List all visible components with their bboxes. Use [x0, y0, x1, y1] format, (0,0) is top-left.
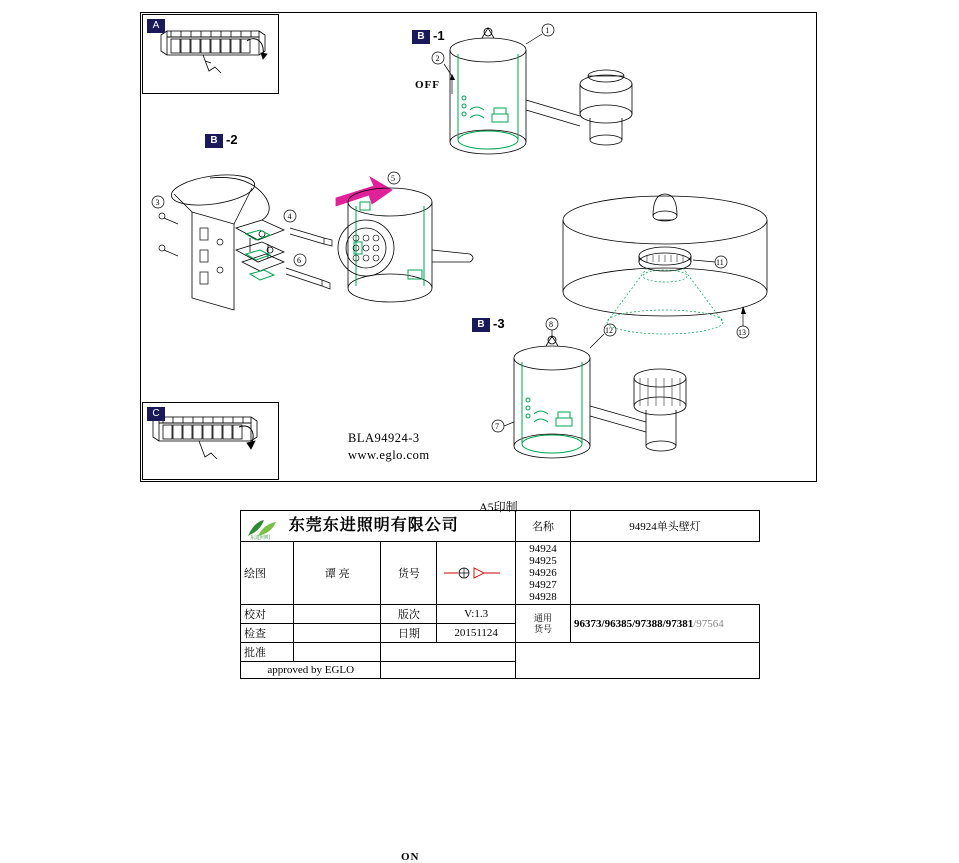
company-name: 东莞东进照明有限公司	[288, 517, 459, 535]
step-b2-tag: B	[205, 134, 223, 148]
date-label: 日期	[381, 624, 437, 643]
title-block	[240, 510, 760, 679]
item-label: 货号	[381, 542, 437, 605]
svg-text:2: 2	[435, 54, 440, 63]
empty-cell-3	[381, 662, 516, 679]
row-value-approve	[294, 643, 381, 662]
step-b3-tag: B	[472, 318, 490, 332]
date-value: 20151124	[437, 624, 516, 643]
row-value-inspect	[294, 624, 381, 643]
svg-text:1: 1	[545, 26, 550, 35]
version-label: 版次	[381, 605, 437, 624]
step-b2-index: -2	[226, 132, 238, 147]
sheet-code-block	[348, 430, 430, 464]
name-label: 名称	[515, 511, 570, 542]
item-value: 94924 94925 94926 94927 94928	[515, 542, 570, 605]
step-b2-label	[205, 132, 238, 148]
svg-text:东进照明: 东进照明	[250, 534, 271, 540]
generic-value	[571, 605, 760, 643]
row-label-inspect: 检查	[241, 624, 294, 643]
generic-value-fade: /97564	[693, 617, 724, 630]
company-cell	[241, 511, 516, 542]
step-b1-tag: B	[412, 30, 430, 44]
website: www.eglo.com	[348, 448, 430, 462]
version-value: V:1.3	[437, 605, 516, 624]
step-a-panel	[142, 14, 440, 94]
step-b3-illustration	[490, 314, 740, 474]
step-b1-index: -1	[433, 28, 445, 43]
svg-text:13: 13	[738, 328, 746, 337]
svg-text:6: 6	[297, 256, 301, 265]
svg-text:7: 7	[495, 422, 499, 431]
eglo-logo-icon	[244, 516, 286, 540]
svg-text:5: 5	[391, 174, 395, 183]
svg-text:4: 4	[287, 212, 292, 221]
print-note: A5印制	[479, 500, 518, 514]
sheet-code: BLA94924-3	[348, 431, 420, 445]
step-c-tag: C	[147, 407, 165, 421]
generic-label: 通用 货号	[515, 605, 570, 643]
empty-cell-2	[515, 643, 759, 679]
row-value-draw: 谭 亮	[294, 542, 381, 605]
step-a-switch-state: OFF	[415, 79, 440, 91]
svg-text:11: 11	[716, 258, 724, 267]
generic-value-strong: 96373/96385/97388/97381	[574, 617, 694, 630]
step-b2-illustration	[150, 150, 480, 325]
approved-by: approved by EGLO	[241, 662, 381, 679]
step-a-tag: A	[147, 19, 165, 33]
row-label-draw: 绘图	[241, 542, 294, 605]
empty-cell-1	[381, 643, 516, 662]
svg-text:12: 12	[605, 326, 613, 335]
row-label-approve: 批准	[241, 643, 294, 662]
svg-text:8: 8	[549, 320, 553, 329]
step-b3-index: -3	[493, 316, 505, 331]
svg-text:3: 3	[155, 198, 160, 207]
row-value-check	[294, 605, 381, 624]
name-value: 94924单头壁灯	[571, 511, 760, 542]
step-c-switch-state: ON	[401, 851, 420, 863]
row-label-check: 校对	[241, 605, 294, 624]
symbol-cell	[437, 542, 516, 605]
